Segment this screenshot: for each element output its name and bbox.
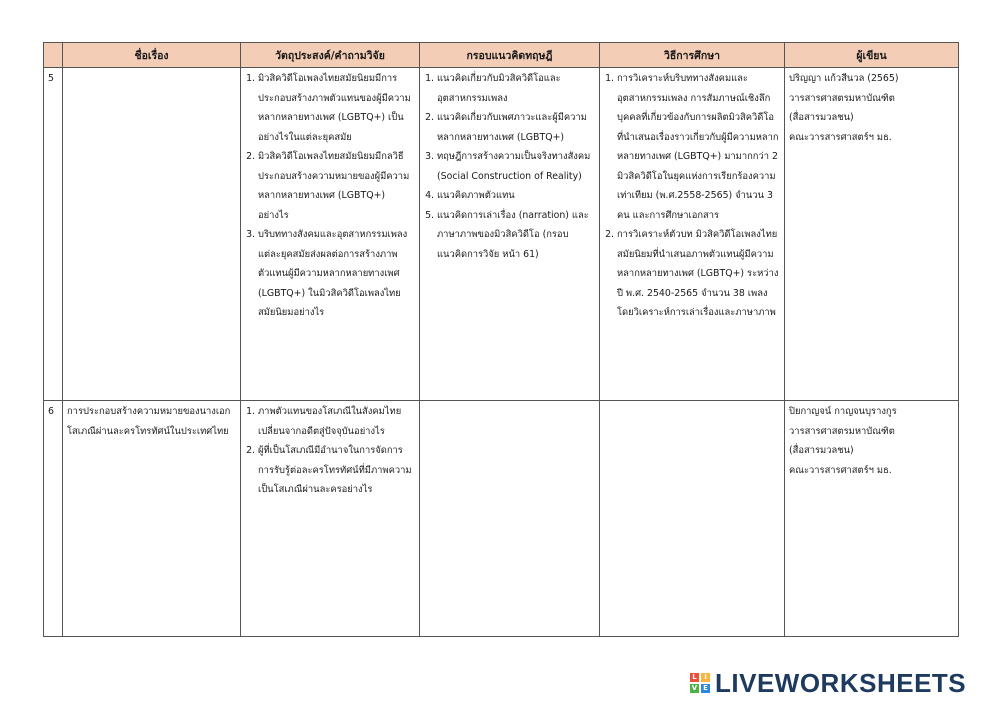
methods-list	[604, 69, 780, 323]
list-item: 1. แนวคิดเกี่ยวกับมิวสิควิดีโอและอุตสาหกรรมเพลง	[437, 69, 595, 108]
list-item: 3. ทฤษฎีการสร้างความเป็นจริงทางสังคม (Social Construction of Reality)	[437, 147, 595, 186]
author-major: (สื่อสารมวลชน)	[789, 112, 854, 123]
mark-letter: V	[691, 684, 698, 692]
header-framework: กรอบแนวคิดทฤษฎี	[420, 43, 600, 68]
row-methods	[600, 401, 785, 637]
row-methods	[600, 68, 785, 401]
objectives-list	[245, 69, 415, 323]
row-title	[63, 68, 241, 401]
header-methods: วิธีการศึกษา	[600, 43, 785, 68]
row-number: 5	[44, 68, 63, 401]
table-row	[44, 401, 959, 637]
liveworksheets-logo[interactable]	[690, 668, 966, 698]
author-name: ปริญญา แก้วสีนวล (2565)	[789, 73, 899, 84]
mark-letter: I	[701, 673, 710, 682]
research-table	[43, 42, 959, 637]
mark-letter: E	[701, 684, 710, 693]
list-item: 1. การวิเคราะห์บริบททางสังคมและอุตสาหกรรมเพลง การสัมภาษณ์เชิงลึกบุคคลที่เกี่ยวข้องกับการผลิตมิวสิควิดีโอที่นำเสนอเรื่องราวเกี่ยวกับผู้มีความหลากหลายทางเพศ (LGBTQ+) มามากกว่า 2 มิวสิควิดีโอในยุคแห่งการเรียกร้องความเท่าเทียม (พ.ศ.2558-2565) จำนวน 3 คน และการศึกษาเอกสาร	[617, 69, 780, 225]
row-author	[785, 68, 959, 401]
row-number: 6	[44, 401, 63, 637]
header-author: ผู้เขียน	[785, 43, 959, 68]
objectives-list	[245, 402, 415, 500]
author-faculty: คณะวารสารศาสตร์ฯ มธ.	[789, 464, 892, 476]
author-degree: วารสารศาสตรมหาบัณฑิต	[789, 425, 895, 437]
list-item: 5. แนวคิดการเล่าเรื่อง (narration) และภาษาภาพของมิวสิควิดีโอ (กรอบแนวคิดการวิจัย หน้า 61)	[437, 206, 595, 265]
header-title: ชื่อเรื่อง	[63, 43, 241, 68]
list-item: 1. มิวสิควิดีโอเพลงไทยสมัยนิยมมีการประกอบสร้างภาพตัวแทนของผู้มีความหลากหลายทางเพศ (LGBTQ+) เป็นอย่างไรในแต่ละยุคสมัย	[258, 69, 415, 147]
list-item: 4. แนวคิดภาพตัวแทน	[437, 186, 595, 206]
row-framework	[420, 401, 600, 637]
list-item: 1. ภาพตัวแทนของโสเภณีในสังคมไทยเปลี่ยนจากอดีตสู่ปัจจุบันอย่างไร	[258, 402, 415, 441]
row-framework	[420, 68, 600, 401]
liveworksheets-mark-icon	[690, 673, 710, 693]
author-major: (สื่อสารมวลชน)	[789, 445, 854, 456]
list-item: 2. แนวคิดเกี่ยวกับเพศภาวะและผู้มีความหลากหลายทางเพศ (LGBTQ+)	[437, 108, 595, 147]
author-name: ปิยกาญจน์ กาญจนบุรางกูร	[789, 406, 897, 417]
list-item: 2. มิวสิควิดีโอเพลงไทยสมัยนิยมมีกลวิธีประกอบสร้างความหมายของผู้มีความหลากหลายทางเพศ (LGBTQ+) อย่างไร	[258, 147, 415, 225]
author-faculty: คณะวารสารศาสตร์ฯ มธ.	[789, 131, 892, 143]
list-item: 2. การวิเคราะห์ตัวบท มิวสิควิดีโอเพลงไทยสมัยนิยมที่นำเสนอภาพตัวแทนผู้มีความหลากหลายทางเพศ (LGBTQ+) ระหว่างปี พ.ศ. 2540-2565 จำนวน 38 เพลง โดยวิเคราะห์การเล่าเรื่องและภาษาภาพ	[617, 225, 780, 323]
list-item: 3. บริบททางสังคมและอุตสาหกรรมเพลงแต่ละยุคสมัยส่งผลต่อการสร้างภาพตัวแทนผู้มีความหลากหลายทางเพศ (LGBTQ+) ในมิวสิควิดีโอเพลงไทยสมัยนิยมอย่างไร	[258, 225, 415, 323]
header-number	[44, 43, 63, 68]
row-objectives	[241, 68, 420, 401]
table-row	[44, 68, 959, 401]
row-objectives	[241, 401, 420, 637]
author-degree: วารสารศาสตรมหาบัณฑิต	[789, 92, 895, 104]
list-item: 2. ผู้ที่เป็นโสเภณีมีอำนาจในการจัดการการรับรู้ต่อละครโทรทัศน์ที่มีภาพความเป็นโสเภณีผ่านละครอย่างไร	[258, 441, 415, 500]
framework-list	[424, 69, 595, 264]
logo-text: LIVEWORKSHEETS	[715, 667, 967, 698]
table-header-row	[44, 43, 959, 68]
row-title: การประกอบสร้างความหมายของนางเอกโสเภณีผ่านละครโทรทัศน์ในประเทศไทย	[63, 401, 241, 637]
row-author	[785, 401, 959, 637]
mark-letter: L	[690, 673, 699, 682]
header-objectives: วัตถุประสงค์/คำถามวิจัย	[241, 43, 420, 68]
